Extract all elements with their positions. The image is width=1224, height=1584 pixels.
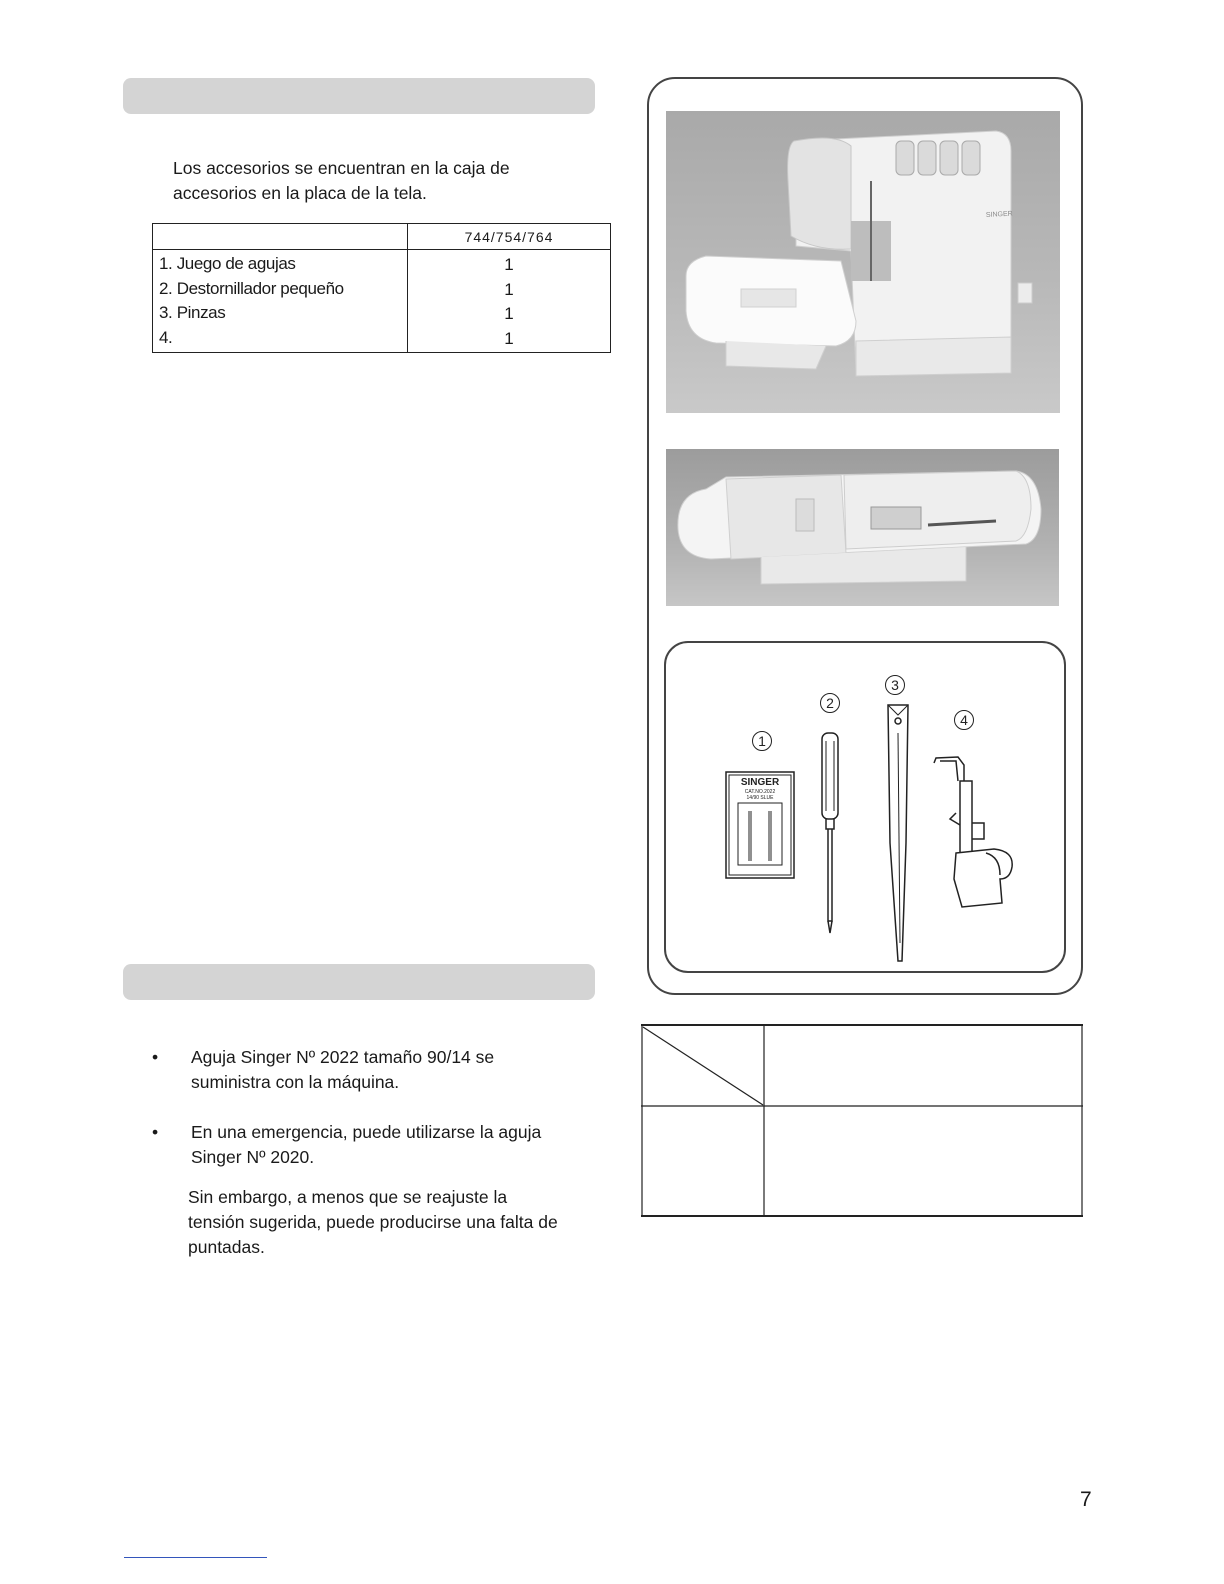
table-row-qty: 1 [504,255,514,274]
svg-text:CAT.NO.2022: CAT.NO.2022 [744,789,776,795]
bullet-icon: • [152,1122,159,1142]
needles-header-bar [123,964,595,1000]
marker-3: 3 [891,677,899,693]
accessories-header-bar [123,78,595,114]
accessories-table [152,223,611,353]
marker-2: 2 [826,695,834,711]
machine-logo: SINGER [985,210,1013,219]
needle-pack-icon [726,772,794,878]
svg-text:14/90 SLUE: 14/90 SLUE [746,795,774,801]
table-row-item: 4. [159,327,173,347]
marker-4: 4 [960,712,968,728]
accessories-line-art [666,643,1064,971]
table-row-qty: 1 [504,279,514,299]
table-row-item: 2. Destornillador pequeño [159,278,344,298]
bullet-icon: • [152,1047,159,1067]
item-header-cell [153,224,408,250]
accessories-drawing [664,641,1066,973]
machine-photo [666,111,1060,413]
quantity-column [408,250,611,353]
table-row-item: 3. Pinzas [159,303,226,322]
accessory-box-photo [666,449,1059,606]
model-header: 744/754/764 [408,224,611,250]
machine-illustration [666,111,1060,413]
needle-pack-brand: SINGER [740,777,780,788]
table-row-qty: 1 [504,328,514,348]
page-number: 7 [1080,1488,1092,1511]
marker-1: 1 [758,733,766,749]
table-row-qty: 1 [504,304,514,323]
threader-icon [934,757,1012,907]
table-row-item: 1. Juego de agujas [159,254,296,273]
item-column [153,250,408,353]
screwdriver-icon [822,733,838,933]
needle-note: Sin embargo, a menos que se reajuste la tensión sugerida, puede producirse una falta de puntadas. [188,1187,558,1257]
tweezers-icon [888,705,908,961]
accessory-box-illustration [666,449,1059,606]
footer-line [124,1557,267,1558]
needle-table-grid [641,1024,1083,1217]
accessories-intro: Los accesorios se encuentran en la caja de accesorios en la placa de la tela. [173,158,510,203]
